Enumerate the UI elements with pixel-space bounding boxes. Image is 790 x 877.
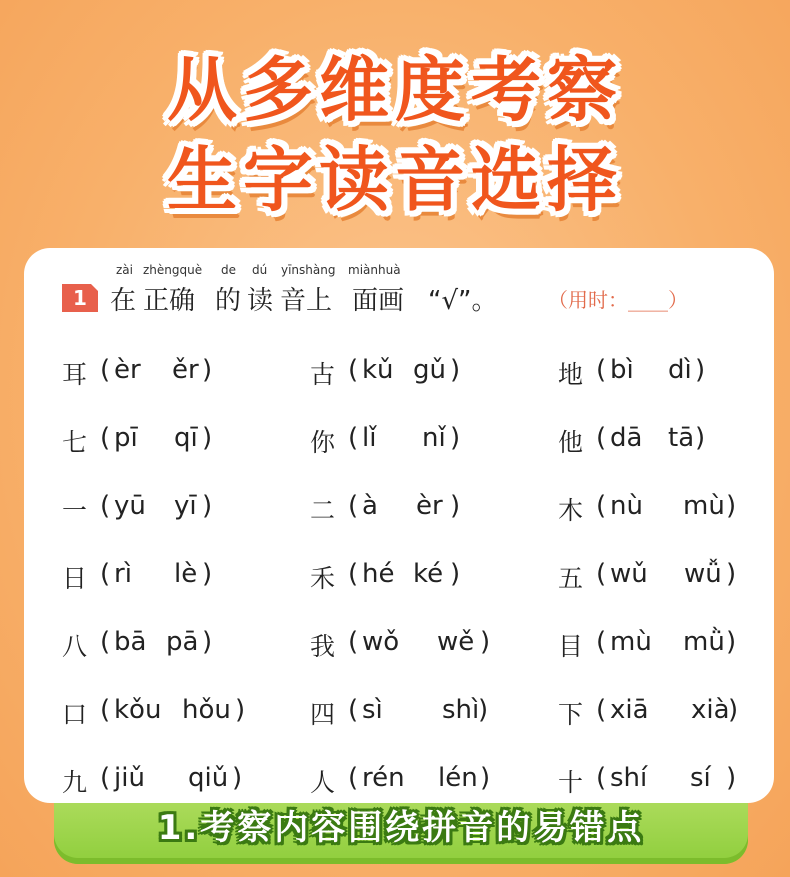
hanzi: 目 xyxy=(558,632,584,661)
open-paren: ( xyxy=(348,491,359,521)
close-paren: ) xyxy=(450,355,461,385)
option-a[interactable]: lǐ xyxy=(362,423,377,453)
word-mianhua: 面画 xyxy=(352,286,405,316)
hanzi: 耳 xyxy=(62,360,88,389)
open-paren: ( xyxy=(100,355,111,385)
hanzi: 九 xyxy=(62,768,88,797)
open-paren: ( xyxy=(100,559,111,589)
hanzi: 我 xyxy=(310,632,336,661)
open-paren: ( xyxy=(100,491,111,521)
open-paren: ( xyxy=(596,491,607,521)
open-paren: ( xyxy=(348,559,359,589)
open-paren: ( xyxy=(348,763,359,793)
option-a[interactable]: dā xyxy=(610,423,643,453)
option-a[interactable]: mù xyxy=(610,627,652,657)
hanzi: 日 xyxy=(62,564,88,593)
open-paren: ( xyxy=(100,423,111,453)
open-paren: ( xyxy=(596,423,607,453)
option-b[interactable]: shì xyxy=(442,695,480,725)
hanzi: 木 xyxy=(558,496,584,525)
option-a[interactable]: nù xyxy=(610,491,643,521)
open-paren: ( xyxy=(596,559,607,589)
option-a[interactable]: kǔ xyxy=(362,355,394,385)
hanzi: 下 xyxy=(558,700,584,729)
pinyin-du: dú xyxy=(252,263,268,277)
close-paren: ) xyxy=(235,695,246,725)
option-b[interactable]: lén xyxy=(438,763,478,793)
pinyin-zai: zài xyxy=(116,263,133,277)
option-a[interactable]: xiā xyxy=(610,695,649,725)
option-b[interactable]: wǚ xyxy=(684,559,722,589)
option-a[interactable]: kǒu xyxy=(114,695,162,725)
hanzi: 八 xyxy=(62,632,88,661)
close-paren: ) xyxy=(202,355,213,385)
hanzi: 禾 xyxy=(310,564,336,593)
hanzi: 五 xyxy=(558,564,584,593)
option-a[interactable]: pī xyxy=(114,423,138,453)
open-paren: ( xyxy=(596,627,607,657)
option-a[interactable]: wǒ xyxy=(362,627,400,657)
option-b[interactable]: tā xyxy=(668,423,695,453)
open-paren: ( xyxy=(348,627,359,657)
hanzi: 人 xyxy=(310,768,336,797)
option-a[interactable]: wǔ xyxy=(610,559,648,589)
close-paren: ) xyxy=(478,695,489,725)
close-paren: ) xyxy=(480,627,491,657)
close-paren: ) xyxy=(695,423,706,453)
check-mark-instruction: “√”。 xyxy=(428,286,498,316)
pinyin-yinshang: yīnshàng xyxy=(281,263,336,277)
word-du: 读 xyxy=(247,286,274,316)
close-paren: ) xyxy=(450,559,461,589)
option-b[interactable]: yī xyxy=(174,491,197,521)
option-a[interactable]: èr xyxy=(114,355,141,385)
close-paren: ) xyxy=(202,491,213,521)
headline-line-2: 生字读音选择 xyxy=(167,139,623,221)
close-paren: ) xyxy=(695,355,706,385)
pinyin-mianhua: miànhuà xyxy=(348,263,401,277)
option-b[interactable]: mǜ xyxy=(683,627,725,657)
option-b[interactable]: pā xyxy=(166,627,199,657)
option-b[interactable]: ké xyxy=(413,559,444,589)
option-a[interactable]: hé xyxy=(362,559,395,589)
word-zai: 在 xyxy=(110,286,137,316)
close-paren: ) xyxy=(726,763,737,793)
open-paren: ( xyxy=(596,695,607,725)
option-a[interactable]: bā xyxy=(114,627,147,657)
option-b[interactable]: ěr xyxy=(172,355,199,385)
option-a[interactable]: bì xyxy=(610,355,634,385)
close-paren: ) xyxy=(202,423,213,453)
hanzi: 他 xyxy=(558,428,584,457)
close-paren: ) xyxy=(480,763,491,793)
close-paren: ) xyxy=(728,695,739,725)
hanzi: 二 xyxy=(310,496,336,525)
banner-caption: 1.考察内容围绕拼音的易错点 xyxy=(157,808,645,848)
option-b[interactable]: sí xyxy=(690,763,711,793)
option-b[interactable]: qī xyxy=(174,423,198,453)
option-a[interactable]: rì xyxy=(114,559,132,589)
hanzi: 七 xyxy=(62,428,88,457)
hanzi: 你 xyxy=(310,428,336,457)
option-a[interactable]: rén xyxy=(362,763,405,793)
option-a[interactable]: shí xyxy=(610,763,648,793)
option-b[interactable]: lè xyxy=(174,559,198,589)
open-paren: ( xyxy=(596,355,607,385)
open-paren: ( xyxy=(100,695,111,725)
open-paren: ( xyxy=(100,763,111,793)
hanzi: 十 xyxy=(558,768,584,797)
option-b[interactable]: nǐ xyxy=(422,423,446,453)
headline-line-1: 从多维度考察 xyxy=(167,49,623,131)
option-a[interactable]: yū xyxy=(114,491,146,521)
close-paren: ) xyxy=(450,423,461,453)
time-used-label: （用时：____） xyxy=(548,288,688,312)
option-b[interactable]: xià xyxy=(691,695,730,725)
open-paren: ( xyxy=(596,763,607,793)
close-paren: ) xyxy=(450,491,461,521)
option-b[interactable]: mù xyxy=(683,491,725,521)
open-paren: ( xyxy=(348,695,359,725)
option-b[interactable]: hǒu xyxy=(182,695,231,725)
close-paren: ) xyxy=(232,763,243,793)
open-paren: ( xyxy=(100,627,111,657)
close-paren: ) xyxy=(202,627,213,657)
close-paren: ) xyxy=(726,491,737,521)
hanzi: 一 xyxy=(62,496,88,525)
option-b[interactable]: wě xyxy=(437,627,475,657)
close-paren: ) xyxy=(202,559,213,589)
hanzi: 口 xyxy=(62,700,88,729)
option-a[interactable]: jiǔ xyxy=(114,763,145,793)
option-b[interactable]: gǔ xyxy=(413,355,446,385)
option-a[interactable]: à xyxy=(362,491,378,521)
hanzi: 四 xyxy=(310,700,336,729)
word-yinshang: 音上 xyxy=(280,286,333,316)
open-paren: ( xyxy=(348,423,359,453)
close-paren: ) xyxy=(726,559,737,589)
pinyin-de: de xyxy=(221,263,236,277)
close-paren: ) xyxy=(726,627,737,657)
word-de: 的 xyxy=(215,286,242,316)
open-paren: ( xyxy=(348,355,359,385)
option-b[interactable]: qiǔ xyxy=(188,763,229,793)
question-number-badge: 1 xyxy=(62,284,98,312)
option-b[interactable]: èr xyxy=(416,491,443,521)
option-a[interactable]: sì xyxy=(362,695,383,725)
word-zhengque: 正确 xyxy=(143,286,196,316)
option-b[interactable]: dì xyxy=(668,355,692,385)
pinyin-zhengque: zhèngquè xyxy=(143,263,203,277)
hanzi: 地 xyxy=(558,360,584,389)
hanzi: 古 xyxy=(310,360,336,389)
